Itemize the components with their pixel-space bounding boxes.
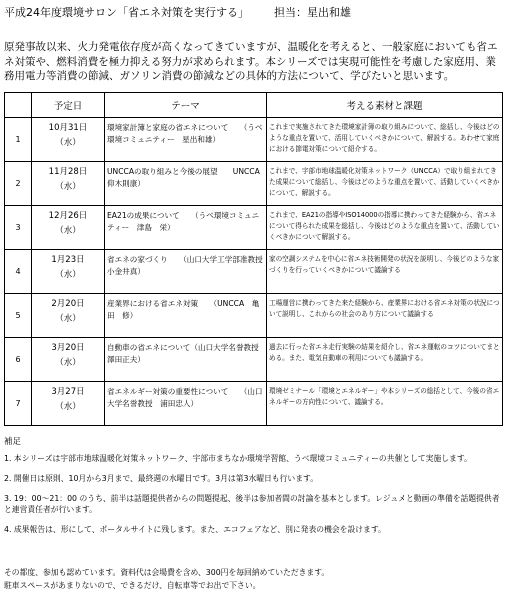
note-item: 3. 19：00～21：00 のうち、前半は話題提供者からの問題提起、後半は参加者間の討論を基本とします。レジュメと動画の準備を話題提供者と連営責任者が行います。 <box>4 494 500 514</box>
row-theme: 環境家計簿と家庭の省エネについて （うべ環境コミュニティー 星出和雄） <box>105 118 267 162</box>
row-date-cell <box>32 118 105 162</box>
row-date-cell <box>32 250 105 294</box>
row-date: 12月26日 <box>48 211 88 221</box>
row-theme: 省エネの家づくり （山口大学工学部准教授 小金井真） <box>105 250 267 294</box>
table-body <box>5 118 503 426</box>
row-theme: 自動車の省エネについて（山口大学名誉教授 澤田正夫） <box>105 338 267 382</box>
footer-line: その都度、参加も認めています。資料代は会場費を含め、300円を毎回納めていただきます。 <box>4 568 330 577</box>
row-theme: 省エネルギー対策の重要性について （山口大学名誉教授 浦田忠人） <box>105 382 267 426</box>
header-date: 予定日 <box>32 93 105 118</box>
header-detail: 考える素材と課題 <box>267 93 503 118</box>
row-weekday: （水） <box>55 226 81 236</box>
row-detail: 環境ゼミナール「環境とエネルギー」や本シリーズの総括として、今後の省エネルギーの方向性について、議論する。 <box>267 382 503 426</box>
row-date: 2月20日 <box>51 299 85 309</box>
row-number: 2 <box>5 162 32 206</box>
row-date-cell <box>32 294 105 338</box>
row-detail: これまで、宇部市地球温暖化対策ネットワーク（UNCCA）で取り組まれてきた成果について総括し、今後はどのような重点を置いて、活動していくべきかについて、解説する。 <box>267 162 503 206</box>
note-item: 4. 成果報告は、形にして、ポータルサイトに残します。また、エコフェアなど、別に発表の機会を設けます。 <box>4 525 386 534</box>
row-weekday: （水） <box>55 314 81 324</box>
row-number: 7 <box>5 382 32 426</box>
intro-paragraph: 原発事故以来、火力発電依存度が高くなってきていますが、温暖化を考えると、一般家庭においても省エネ対策や、燃料消費を極力抑える努力が求められます。本シリーズでは実現可能性を考慮した家庭用、業務用電力等消費の節減、ガソリン消費の節減などの具体的方法について、学びたいと思います。 <box>4 41 498 82</box>
row-date-cell <box>32 206 105 250</box>
row-detail: 過去に行った省エネ走行実験の結果を紹介し、省エネ運転のコツについてまとめる。また、電気自動車の利用についても議論する。 <box>267 338 503 382</box>
row-date-cell <box>32 382 105 426</box>
row-detail: 家の空調システムを中心に省エネ技術開発の状況を説明し、今後どのような家づくりを行っていくべきかについて議論する <box>267 250 503 294</box>
row-number: 3 <box>5 206 32 250</box>
row-number: 6 <box>5 338 32 382</box>
footer-notes <box>4 566 504 592</box>
footer-line: 駐車スペースがあまりないので、できるだけ、自転車等でお出で下さい。 <box>4 581 261 590</box>
table-row <box>5 250 503 294</box>
row-date: 3月27日 <box>51 387 85 397</box>
row-number: 5 <box>5 294 32 338</box>
note-item: 1. 本シリーズは宇部市地球温暖化対策ネットワーク、宇部市まちなか環境学習館、うべ環境コミュニティーの共催として実施します。 <box>4 454 472 463</box>
table-row <box>5 118 503 162</box>
table-row <box>5 294 503 338</box>
row-weekday: （水） <box>55 182 81 192</box>
table-row <box>5 382 503 426</box>
row-date-cell <box>32 162 105 206</box>
row-theme: 産業界における省エネ対策 （UNCCA 亀田 修） <box>105 294 267 338</box>
row-detail: 工場運営に携わってきた来た経験から、産業界における省エネ対策の状況について説明し、これからの社会のあり方について議論する <box>267 294 503 338</box>
row-detail: これまで実施されてきた環境家計簿の取り組みについて、総括し、今後はどのような重点を置いて、活用していくべきかについて、解説する。あわせて家庭における節電対策について紹介する。 <box>267 118 503 162</box>
notes-heading: 補足 <box>4 437 22 447</box>
table-row <box>5 206 503 250</box>
row-theme: EA21の成果について （うべ環境コミュニティー 津島 栄） <box>105 206 267 250</box>
person-in-charge: 担当：星出和雄 <box>274 6 351 19</box>
row-weekday: （水） <box>55 270 81 280</box>
row-theme: UNCCAの取り組みと今後の展望 UNCCA 仰木則康） <box>105 162 267 206</box>
row-detail: これまで、EA21の指導やISO14000の指導に携わってきた経験から、省エネについて得られた成果を総括し、今後はどのような重点を置いて、活動していくべきかについて解説する。 <box>267 206 503 250</box>
title-text: 平成24年度環境サロン「省エネ対策を実行する」 <box>4 6 249 19</box>
notes-section <box>4 437 504 544</box>
header-theme: テーマ <box>105 93 267 118</box>
row-weekday: （水） <box>55 358 81 368</box>
table-row <box>5 162 503 206</box>
row-date: 1月23日 <box>51 255 85 265</box>
row-date: 10月31日 <box>48 123 88 133</box>
row-weekday: （水） <box>55 138 81 148</box>
table-header-row <box>5 93 503 118</box>
row-date: 11月28日 <box>48 167 88 177</box>
note-item: 2. 開催日は原則、10月から3月まで、最終週の水曜日です。3月は第3水曜日も行います。 <box>4 474 319 483</box>
row-number: 4 <box>5 250 32 294</box>
table-row <box>5 338 503 382</box>
row-date-cell <box>32 338 105 382</box>
schedule-table <box>4 92 503 426</box>
row-number: 1 <box>5 118 32 162</box>
document-title <box>4 6 351 20</box>
row-date: 3月20日 <box>51 343 85 353</box>
row-weekday: （水） <box>55 402 81 412</box>
header-no <box>5 93 32 118</box>
